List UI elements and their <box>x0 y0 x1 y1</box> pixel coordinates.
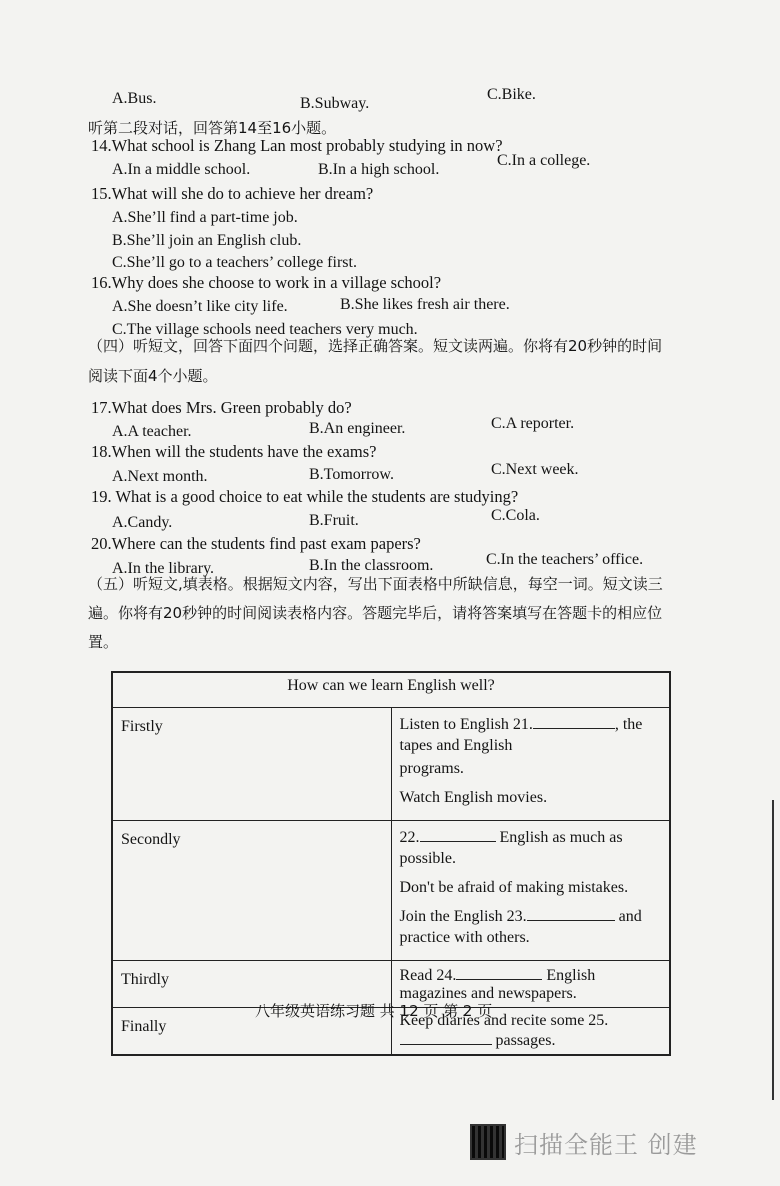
q17-option-a: A.A teacher. <box>112 423 192 440</box>
q20-option-c: C.In the teachers’ office. <box>486 551 644 568</box>
blank-24[interactable] <box>456 965 542 980</box>
thirdly-pre: Read 24. <box>399 967 457 984</box>
answer-table <box>111 671 671 1056</box>
q17-option-b: B.An engineer. <box>309 420 406 437</box>
q17-question: 17.What does Mrs. Green probably do? <box>91 398 352 417</box>
q19-option-c: C.Cola. <box>491 507 540 524</box>
row-firstly-content <box>391 708 670 821</box>
q18-option-a: A.Next month. <box>112 468 208 485</box>
q17-option-c: C.A reporter. <box>491 415 575 432</box>
page-footer: 八年级英语练习题 共 12 页 第 2 页 <box>255 1002 493 1020</box>
q14-option-c: C.In a college. <box>497 152 591 169</box>
blank-25[interactable] <box>400 1030 492 1045</box>
scanner-watermark <box>470 1122 710 1162</box>
row-secondly-content <box>391 821 670 961</box>
blank-21[interactable] <box>533 714 615 729</box>
q20-option-a: A.In the library. <box>112 560 215 577</box>
q16-option-a: A.She doesn’t like city life. <box>112 298 288 315</box>
blank-22[interactable] <box>420 827 496 842</box>
section5-instruction-line1: （五）听短文,填表格。根据短文内容，写出下面表格中所缺信息，每空一词。短文读三 <box>88 575 663 593</box>
secondly-line1-pre: 22. <box>399 829 420 846</box>
row-label-finally: Finally <box>112 1008 391 1056</box>
q13-option-a: A.Bus. <box>112 90 157 107</box>
row-label-secondly: Secondly <box>112 821 391 961</box>
q16-question: 16.Why does she choose to work in a village school? <box>91 273 442 292</box>
q19-question: 19. What is a good choice to eat while the students are studying? <box>91 487 519 506</box>
finally-post: passages. <box>491 1032 556 1049</box>
firstly-line2: Watch English movies. <box>399 789 548 806</box>
q13-option-b: B.Subway. <box>300 95 370 112</box>
q20-option-b: B.In the classroom. <box>309 557 434 574</box>
section5-instruction-line3: 置。 <box>88 633 119 651</box>
secondly-line1-post: English as much as possible. <box>399 829 623 867</box>
q14-option-a: A.In a middle school. <box>112 161 251 178</box>
row-label-firstly: Firstly <box>112 708 391 821</box>
firstly-line1-cont: programs. <box>399 760 464 777</box>
section-dialog2-instruction: 听第二段对话，回答第14至16小题。 <box>88 119 337 137</box>
q13-option-c: C.Bike. <box>487 86 536 103</box>
q14-option-b: B.In a high school. <box>318 161 440 178</box>
table-title: How can we learn English well? <box>112 672 670 708</box>
q15-option-c: C.She’ll go to a teachers’ college first. <box>112 254 357 271</box>
blank-23[interactable] <box>527 906 615 921</box>
qr-code-icon <box>470 1124 506 1160</box>
finally-pre: Keep diaries and recite some 25. <box>399 1012 609 1029</box>
secondly-line2: Don't be afraid of making mistakes. <box>399 879 629 896</box>
q18-option-c: C.Next week. <box>491 461 579 478</box>
firstly-line1-post: , the tapes and English <box>399 716 643 754</box>
q14-question: 14.What school is Zhang Lan most probably studying in now? <box>91 136 503 155</box>
q18-question: 18.When will the students have the exams? <box>91 442 377 461</box>
section5-instruction-line2: 遍。你将有20秒钟的时间阅读表格内容。答题完毕后，请将答案填写在答题卡的相应位 <box>88 604 663 622</box>
q15-option-b: B.She’ll join an English club. <box>112 232 302 249</box>
q19-option-a: A.Candy. <box>112 514 173 531</box>
q16-option-b: B.She likes fresh air there. <box>340 296 510 313</box>
firstly-line1-pre: Listen to English 21. <box>399 716 533 733</box>
secondly-line3-pre: Join the English 23. <box>399 908 527 925</box>
secondly-line3-post: and practice with others. <box>399 908 642 946</box>
page-edge-shadow <box>772 800 774 1100</box>
q20-question: 20.Where can the students find past exam papers? <box>91 534 421 553</box>
section4-instruction-line2: 阅读下面4个小题。 <box>88 367 218 385</box>
q15-question: 15.What will she do to achieve her dream? <box>91 184 374 203</box>
q15-option-a: A.She’ll find a part-time job. <box>112 209 298 226</box>
section4-instruction-line1: （四）听短文，回答下面四个问题，选择正确答案。短文读两遍。你将有20秒钟的时间 <box>88 337 663 355</box>
q19-option-b: B.Fruit. <box>309 512 359 529</box>
thirdly-post: English magazines and newspapers. <box>399 967 596 1002</box>
row-label-thirdly: Thirdly <box>112 961 391 1008</box>
watermark-text: 扫描全能王 创建 <box>514 1130 698 1159</box>
q16-option-c: C.The village schools need teachers very much. <box>112 321 418 338</box>
q18-option-b: B.Tomorrow. <box>309 466 394 483</box>
